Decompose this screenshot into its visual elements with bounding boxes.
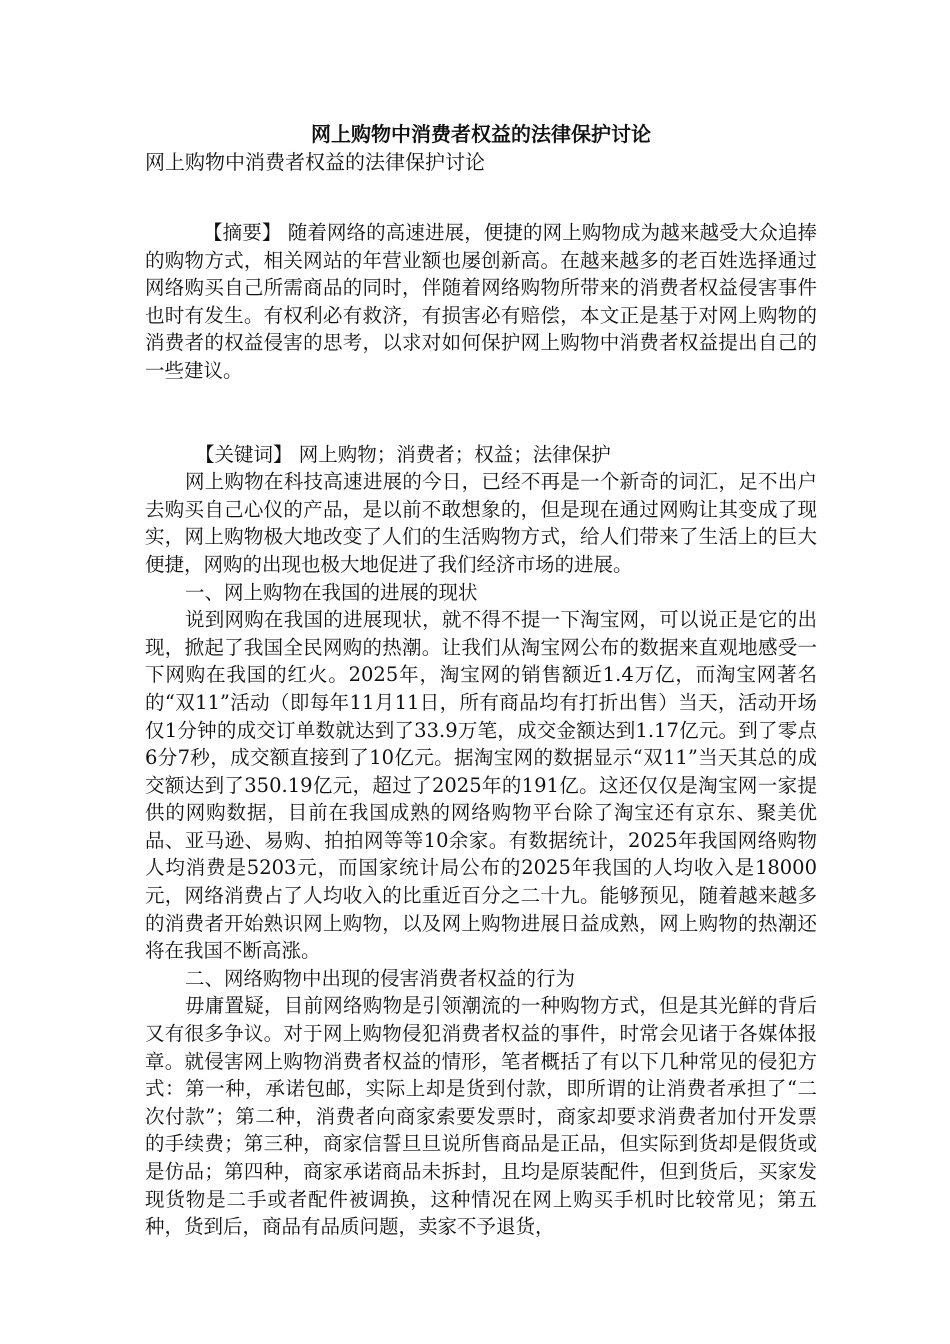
intro-paragraph: 网上购物在科技高速进展的今日，已经不再是一个新奇的词汇，足不出户去购买自己心仪的产品，是以前不敢想象的，但是现在通过网购让其变成了现实，网上购物极大地改变了人们的生活购物方式，给人们带来了生活上的巨大便捷，网购的出现也极大地促进了我们经济市场的进展。: [145, 470, 817, 576]
document-title: 网上购物中消费者权益的法律保护讨论: [311, 122, 651, 146]
abstract-text: 随着网络的高速进展，便捷的网上购物成为越来越受大众追捧的购物方式，相关网站的年营业额也屡创新高。在越来越多的老百姓选择通过网络购买自己所需商品的同时，伴随着网络购物所带来的消费者权益侵害事件也时有发生。有权利必有救济，有损害必有赔偿，本文正是基于对网上购物的消费者的权益侵害的思考，以求对如何保护网上购物中消费者权益提出自己的一些建议。: [145, 221, 817, 382]
abstract-paragraph: [145, 219, 817, 385]
section2-heading: 二、网络购物中出现的侵害消费者权益的行为: [185, 966, 576, 990]
keywords-label: 【关键词】: [195, 442, 293, 466]
keywords-text: 网上购物；消费者；权益；法律保护: [292, 442, 611, 466]
section2-body: 毋庸置疑，目前网络购物是引领潮流的一种购物方式，但是其光鲜的背后又有很多争议。对于网上购物侵犯消费者权益的事件，时常会见诸于各媒体报章。就侵害网上购物消费者权益的情形，笔者概括了有以下几种常见的侵犯方式：第一种，承诺包邮，实际上却是货到付款，即所谓的让消费者承担了“二次付款”；第二种，消费者向商家索要发票时，商家却要求消费者加付开发票的手续费；第三种，商家信誓旦旦说所售商品是正品，但实际到货却是假货或是仿品；第四种，商家承诺商品未拆封，且均是原装配件，但到货后，买家发现货物是二手或者配件被调换，这种情况在网上购买手机时比较常见；第五种，货到后，商品有品质问题，卖家不予退货，: [145, 994, 817, 1239]
section1-heading: 一、网上购物在我国的进展的现状: [185, 580, 478, 604]
document-page: [145, 120, 817, 1241]
keywords-paragraph: [145, 441, 817, 469]
abstract-label: 【摘要】: [203, 221, 282, 244]
paragraph-gap: [145, 385, 817, 441]
section1-body: 说到网购在我国的进展现状，就不得不提一下淘宝网，可以说正是它的出现，掀起了我国全民网购的热潮。让我们从淘宝网公布的数据来直观地感受一下网购在我国的红火。2025年，淘宝网的销售额近1.4万亿，而淘宝网著名的“双11”活动（即每年11月11日，所有商品均有打折出售）当天，活动开场仅1分钟的成交订单数就达到了33.9万笔，成交金额达到1.17亿元。到了零点6分7秒，成交额直接到了10亿元。据淘宝网的数据显示“双11”当天其总的成交额达到了350.19亿元，超过了2025年的191亿。这还仅仅是淘宝网一家提供的网购数据，目前在我国成熟的网络购物平台除了淘宝还有京东、聚美优品、亚马逊、易购、拍拍网等等10余家。有数据统计，2025年我国网络购物人均消费是5203元，而国家统计局公布的2025年我国的人均收入是18000元，网络消费占了人均收入的比重近百分之二十九。能够预见，随着越来越多的消费者开始熟识网上购物，以及网上购物进展日益成熟，网上购物的热潮还将在我国不断高涨。: [145, 608, 817, 963]
document-subtitle: 网上购物中消费者权益的法律保护讨论: [145, 150, 485, 174]
